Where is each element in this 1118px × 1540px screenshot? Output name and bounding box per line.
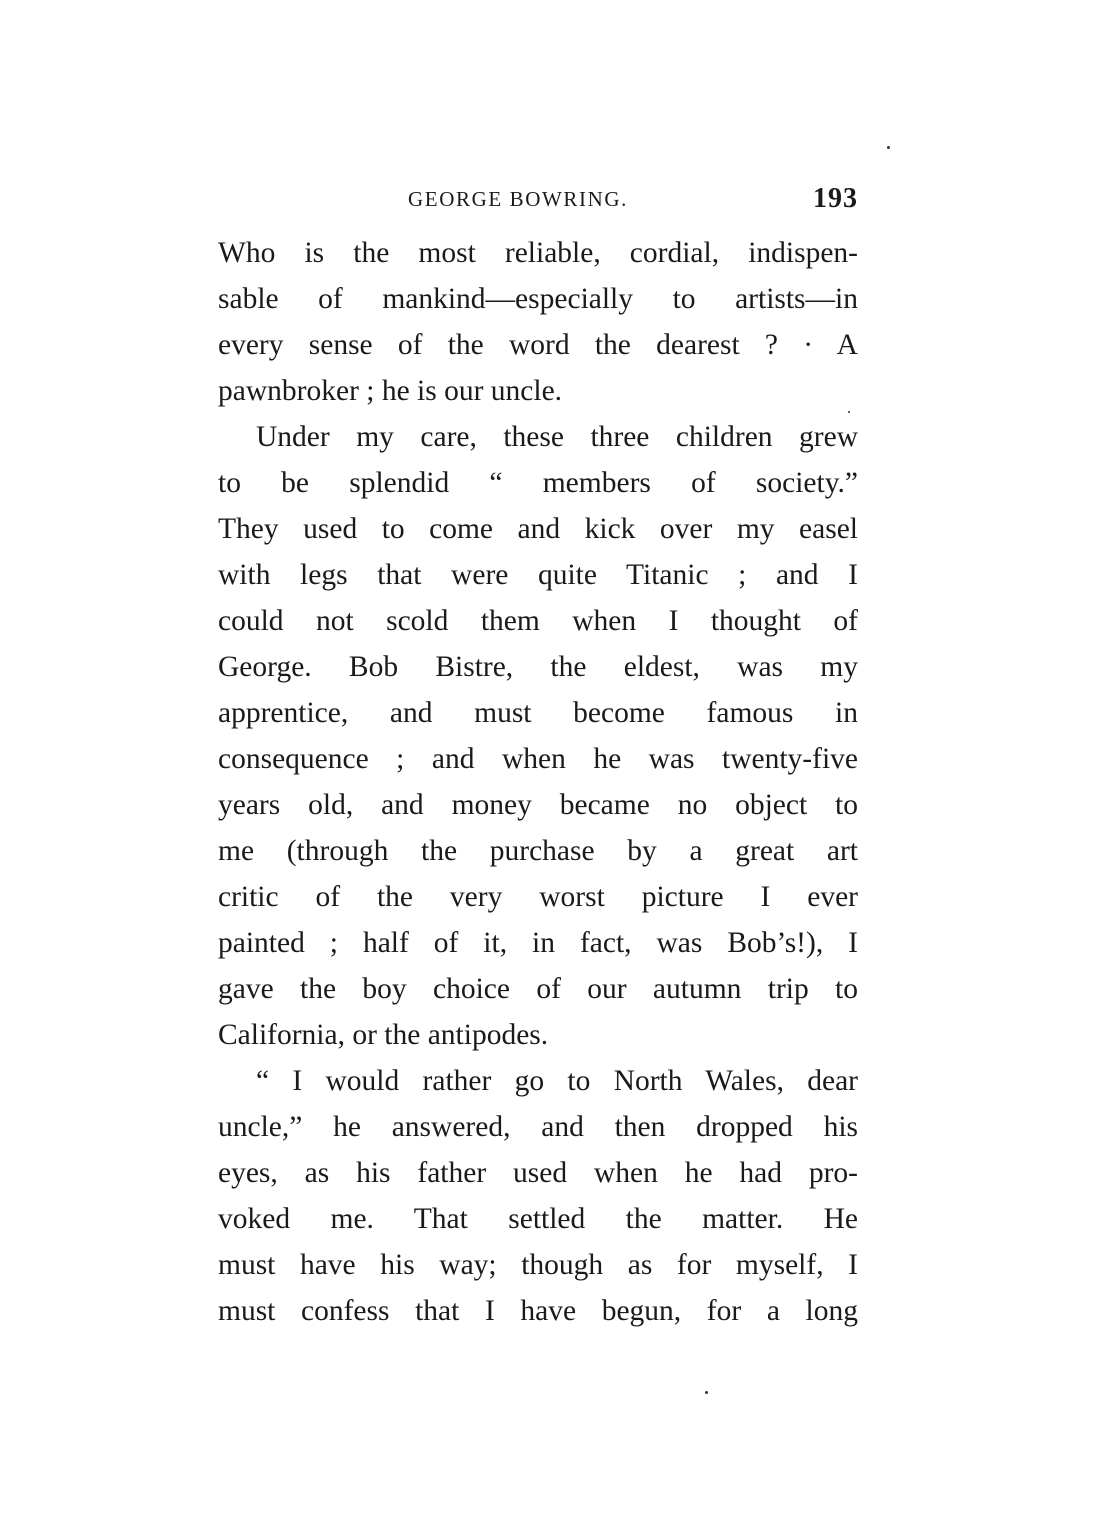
text-line: could not scold them when I thought of (218, 605, 858, 637)
print-speck (705, 1391, 708, 1394)
text-line: with legs that were quite Titanic ; and I (218, 559, 858, 591)
text-line: sable of mankind—especially to artists—in (218, 283, 858, 315)
text-line: pawnbroker ; he is our uncle. (218, 375, 563, 407)
print-speck (848, 411, 850, 413)
text-line: to be splendid “ members of society.” (218, 467, 858, 499)
text-line: me (through the purchase by a great art (218, 835, 858, 867)
page-header (218, 183, 858, 223)
text-line: eyes, as his father used when he had pro- (218, 1157, 858, 1189)
paragraph-2 (218, 414, 858, 1058)
running-head: GEORGE BOWRING. (408, 187, 628, 211)
text-line: apprentice, and must become famous in (218, 697, 858, 729)
text-line: painted ; half of it, in fact, was Bob’s!), I (218, 927, 858, 959)
paragraph-1 (218, 230, 858, 414)
text-line: “ I would rather go to North Wales, dear (256, 1065, 858, 1097)
text-line: years old, and money became no object to (218, 789, 858, 821)
text-line: gave the boy choice of our autumn trip to (218, 973, 858, 1005)
text-line: California, or the antipodes. (218, 1019, 549, 1051)
text-line: must confess that I have begun, for a long (218, 1295, 858, 1327)
text-line: uncle,” he answered, and then dropped his (218, 1111, 858, 1143)
text-line: They used to come and kick over my easel (218, 513, 858, 545)
body-text (218, 230, 858, 1334)
text-line: Under my care, these three children grew (256, 421, 858, 453)
text-line: George. Bob Bistre, the eldest, was my (218, 651, 858, 683)
text-line: critic of the very worst picture I ever (218, 881, 858, 913)
page-number: 193 (813, 183, 858, 214)
text-line: Who is the most reliable, cordial, indispen- (218, 237, 858, 269)
paragraph-3 (218, 1058, 858, 1334)
text-line: voked me. That settled the matter. He (218, 1203, 858, 1235)
text-line: every sense of the word the dearest ? · A (218, 329, 858, 361)
text-line: must have his way; though as for myself, I (218, 1249, 858, 1281)
text-line: consequence ; and when he was twenty-five (218, 743, 858, 775)
print-speck (887, 146, 890, 149)
